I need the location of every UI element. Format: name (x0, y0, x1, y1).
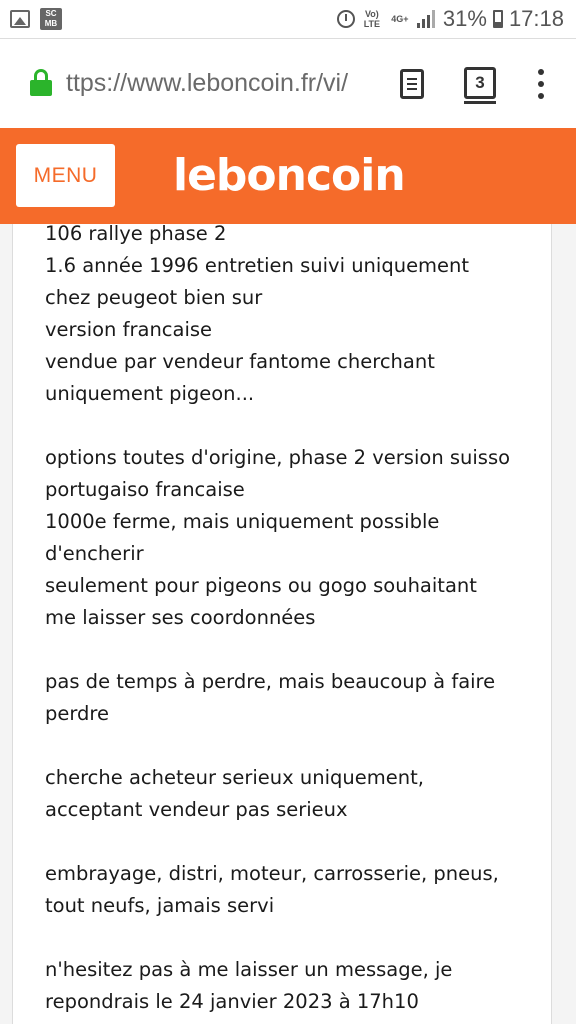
status-right (337, 6, 564, 32)
description-line: tout neufs, jamais servi (45, 894, 275, 917)
sc-mb-indicator: SC MB (40, 8, 62, 30)
signal-icon (417, 10, 437, 28)
image-notification-icon (10, 10, 30, 28)
leboncoin-logo[interactable]: leboncoin (173, 150, 405, 201)
description-line: repondrais le 24 janvier 2023 à 17h10 (45, 990, 419, 1013)
description-line: vendue par vendeur fantome cherchant (45, 350, 435, 373)
alarm-icon (337, 10, 355, 28)
description-line: cherche acheteur serieux uniquement, (45, 766, 424, 789)
description-spacer (45, 634, 525, 666)
description-spacer (45, 826, 525, 858)
description-line: pas de temps à perdre, mais beaucoup à faire (45, 670, 496, 693)
address-bar[interactable] (66, 69, 380, 101)
description-line: chez peugeot bien sur (45, 286, 263, 309)
description-line: d'encherir (45, 542, 144, 565)
status-bar (0, 0, 576, 38)
tab-switcher-button[interactable]: 3 (464, 67, 496, 99)
description-line: options toutes d'origine, phase 2 version suisso (45, 446, 511, 469)
description-line: embrayage, distri, moteur, carrosserie, pneus, (45, 862, 499, 885)
description-line: 1000e ferme, mais uniquement possible (45, 510, 440, 533)
ad-description (45, 218, 525, 1018)
battery-percent: 31% (442, 6, 487, 31)
description-spacer (45, 922, 525, 954)
description-line: uniquement pigeon... (45, 382, 255, 405)
description-line: 1.6 année 1996 entretien suivi uniquement (45, 254, 470, 277)
description-line: me laisser ses coordonnées (45, 606, 316, 629)
site-header (0, 128, 576, 224)
description-line: acceptant vendeur pas serieux (45, 798, 348, 821)
lock-icon[interactable] (30, 69, 52, 95)
clock: 17:18 (508, 6, 564, 31)
menu-button[interactable]: MENU (16, 144, 115, 207)
browser-toolbar (0, 38, 576, 128)
description-line: version francaise (45, 318, 213, 341)
description-spacer (45, 730, 525, 762)
status-left (10, 8, 62, 30)
description-line: perdre (45, 702, 110, 725)
description-spacer (45, 410, 525, 442)
battery-icon (493, 10, 503, 28)
description-line: n'hesitez pas à me laisser un message, je (45, 958, 453, 981)
url-text: ttps://www.leboncoin.fr/vi/ (66, 69, 349, 97)
network-type: 4G+ (391, 14, 409, 24)
description-line: portugaiso francaise (45, 478, 245, 501)
volte-indicator: Vo) LTE (363, 9, 381, 29)
more-vert-icon[interactable] (538, 69, 544, 99)
description-line: seulement pour pigeons ou gogo souhaitant (45, 574, 477, 597)
reader-mode-icon[interactable] (400, 69, 424, 99)
description-line: 106 rallye phase 2 (45, 222, 227, 245)
